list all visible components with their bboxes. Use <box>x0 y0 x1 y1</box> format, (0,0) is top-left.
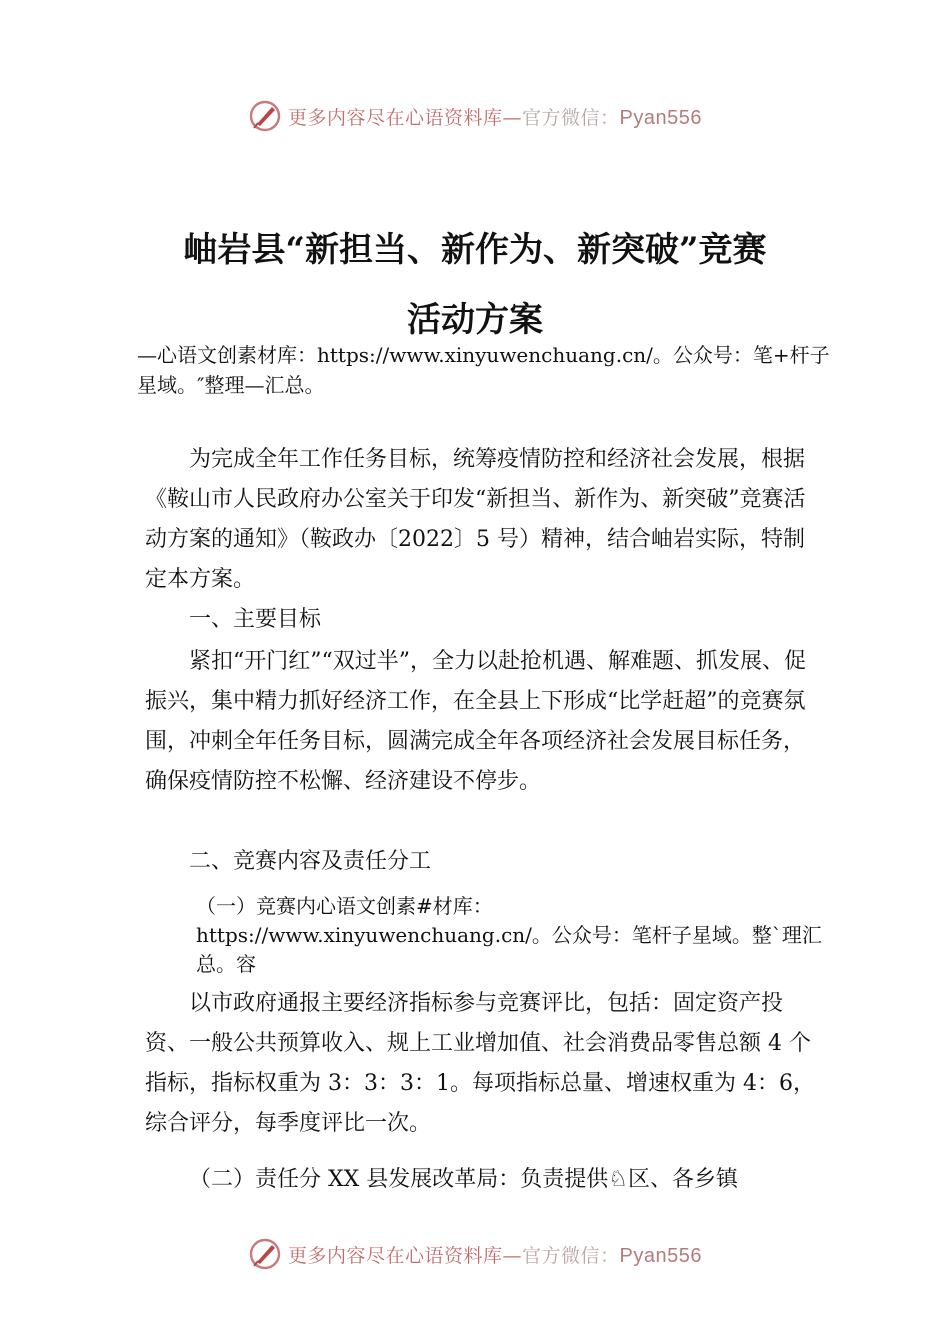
header-watermark <box>0 96 950 136</box>
heading-content-division: 二、竞赛内容及责任分工 <box>189 849 432 874</box>
paragraph-goal: 紧扣“开门红”“双过半”，全力以赴抢机遇、解难题、抓发展、促振兴，集中精力抓好经济工作，在全县上下形成“比学赶超”的竞赛氛围，冲刺全年任务目标，圆满完成全年各项经济社会发展目标任务，确保疫情防控不松懈、经济建设不停步。 <box>145 649 806 794</box>
pen-logo-icon <box>248 99 282 133</box>
subheading-responsibility: （二）责任分 XX 县发展改革局：负责提供♘区、各乡镇 <box>189 1167 739 1192</box>
banner-wechat-label: 官方微信： <box>522 106 620 129</box>
pen-logo-icon <box>248 1237 282 1271</box>
paragraph-intro: 为完成全年工作任务目标，统筹疫情防控和经济社会发展，根据《鞍山市人民政府办公室关于印发“新担当、新作为、新突破”竞赛活动方案的通知》（鞍政办〔2022〕5 号）精神，结合岫岩实际，特制定本方案。 <box>145 447 806 592</box>
source-note: —心语文创素材库：https://www.xinyuwenchuang.cn/。公众号：笔+杆子星域。″整理—汇总。 <box>137 343 830 397</box>
banner-wechat-label: 官方微信： <box>522 1244 620 1267</box>
paragraph-contest-content: 以市政府通报主要经济指标参与竞赛评比，包括：固定资产投资、一般公共预算收入、规上工业增加值、社会消费品零售总额 4 个指标，指标权重为 3：3：3：1。每项指标总量、增速权重为 4：6，综合评分，每季度评比一次。 <box>145 991 815 1136</box>
banner-separator: — <box>502 1244 523 1267</box>
banner-wechat-id: Pyan556 <box>619 106 702 129</box>
document-title-line1: 岫岩县“新担当、新作为、新突破”竞赛 <box>183 230 767 270</box>
heading-main-goal: 一、主要目标 <box>189 607 322 632</box>
banner-separator: — <box>502 106 523 129</box>
banner-main-text: 更多内容尽在心语资料库 <box>288 106 503 129</box>
banner-wechat-id: Pyan556 <box>619 1244 702 1267</box>
banner-main-text: 更多内容尽在心语资料库 <box>288 1244 503 1267</box>
document-title-line2: 活动方案 <box>407 300 543 340</box>
footer-watermark <box>0 1234 950 1274</box>
subheading-contest-content: （一）竞赛内心语文创素#材库：https://www.xinyuwenchuang.cn/。公众号：笔杆子星域。整`理汇总。容 <box>196 894 822 976</box>
